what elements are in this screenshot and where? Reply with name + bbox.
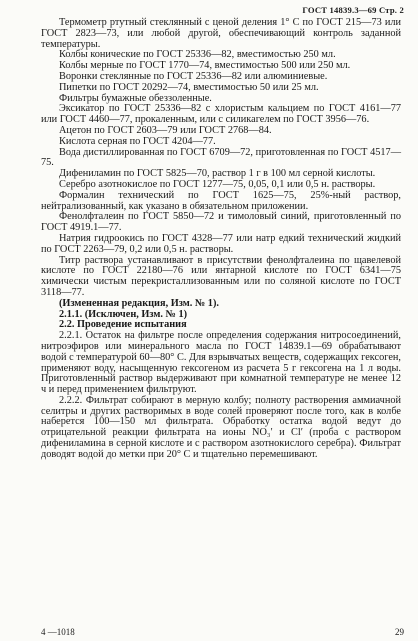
paragraph-acetone: Ацетон по ГОСТ 2603—79 или ГОСТ 2768—84. (59, 124, 272, 136)
paragraph-desiccator: Эксикатор по ГОСТ 25336—82 с хлористым кальцием по ГОСТ 4161—77 или ГОСТ 4460—77, прокаленным, или с силикагелем по ГОСТ 3956—76. (41, 103, 401, 126)
paragraph-thermometer: Термометр ртутный стеклянный с ценой деления 1° С по ГОСТ 215—73 или ГОСТ 2823—73, или любой другой, обеспечивающий контроль заданной температуры. (41, 17, 401, 50)
paragraph-formalin: Формалин технический по ГОСТ 1625—75, 25%-ный раствор, нейтрализованный, как указано в обязательном приложении. (41, 189, 401, 212)
paragraph-conical-flasks: Колбы конические по ГОСТ 25336—82, вместимостью 250 мл. (59, 49, 336, 61)
paragraph-sulfuric-acid: Кислота серная по ГОСТ 4204—77. (59, 135, 216, 147)
section-2-1-1: 2.1.1. (Исключен, Изм. № 1) (59, 308, 188, 320)
paragraph-filters: Фильтры бумажные обеззоленные. (59, 92, 212, 104)
paragraph-volumetric-flasks: Колбы мерные по ГОСТ 1770—74, вместимостью 500 или 250 мл. (59, 60, 351, 72)
printing-mark: 4 —1018 (41, 627, 75, 637)
page-number: 29 (395, 627, 404, 637)
paragraph-pipettes: Пипетки по ГОСТ 20292—74, вместимостью 50 или 25 мл. (59, 81, 319, 93)
paragraph-2-2-2: 2.2.2. Фильтрат собирают в мерную колбу; полноту растворения аммиачной селитры и других растворимых в воде солей проверяют после того, как в колбе наберется 100—150 мл фильтрата. Обработку остатка водой ведут до отрицательной реакции фильтрата на ионы NO₃′ и Cl′ (проба с раствором дифениламина в серной кислоте и с раствором азотнокислого серебра). Фильтрат доводят водой до метки при 20° С и тщательно перемешивают. (41, 394, 401, 460)
paragraph-distilled-water: Вода дистиллированная по ГОСТ 6709—72, приготовленная по ГОСТ 4517—75. (41, 146, 401, 169)
paragraph-sodium-hydroxide: Натрия гидроокись по ГОСТ 4328—77 или натр едкий технический жидкий по ГОСТ 2263—79, 0,2 или 0,5 н. растворы. (41, 232, 401, 255)
paragraph-silver-nitrate: Серебро азотнокислое по ГОСТ 1277—75, 0,05, 0,1 или 0,5 н. растворы. (59, 178, 376, 190)
paragraph-funnels: Воронки стеклянные по ГОСТ 25336—82 или алюминиевые. (59, 70, 328, 82)
paragraph-diphenylamine: Дифениламин по ГОСТ 5825—70, раствор 1 г в 100 мл серной кислоты. (59, 168, 376, 180)
paragraph-2-2-1: 2.2.1. Остаток на фильтре после определения содержания нитросоединений, нитроэфиров или минерального масла по ГОСТ 14839.1—69 обрабатывают водой с температурой 60—80° С. Для взрывчатых веществ, содержащих гексоген, применяют воду, насыщенную гексогеном из расчета 5 г гексогена на 1 л воды. Приготовленный раствор выдерживают при комнатной температуре не менее 12 ч и перед применением фильтруют. (41, 330, 401, 396)
section-heading-2-2: 2.2. Проведение испытания (59, 319, 187, 331)
document-body (41, 18, 401, 461)
paragraph-phenolphthalein: Фенолфталеин по ГОСТ 5850—72 и тимоловый синий, приготовленный по ГОСТ 4919.1—77. (41, 211, 401, 234)
page-header: ГОСТ 14839.3—69 Стр. 2 (302, 5, 404, 15)
amendment-note: (Измененная редакция, Изм. № 1). (59, 297, 219, 309)
paragraph-titer: Титр раствора устанавливают в присутствии фенолфталеина по щавелевой кислоте по ГОСТ 22180—76 или янтарной кислоте по ГОСТ 6341—75 химически чистым перекристаллизованным или по соляной кислоте по ГОСТ 3118—77. (41, 254, 401, 298)
